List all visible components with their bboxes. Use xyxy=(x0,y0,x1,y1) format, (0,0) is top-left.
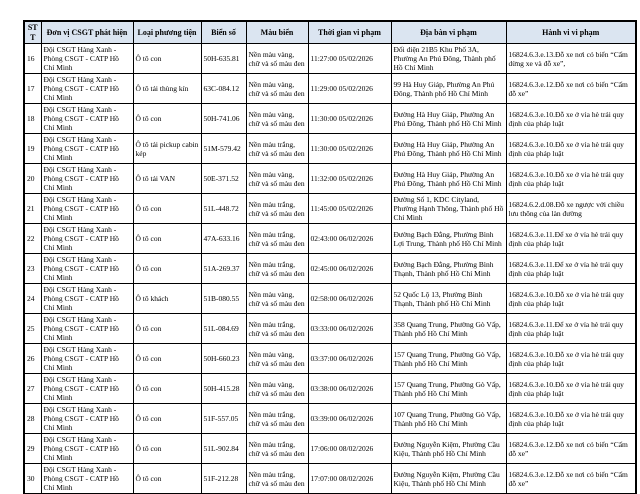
cell-location: 99 Hà Huy Giáp, Phường An Phú Đông, Thành phố Hồ Chí Minh xyxy=(391,74,506,104)
cell-location: Đường Bạch Đằng, Phường Bình Lợi Trung, Thành phố Hồ Chí Minh xyxy=(391,224,506,254)
cell-stt: 17 xyxy=(24,74,41,104)
cell-stt: 30 xyxy=(24,464,41,494)
table-row xyxy=(24,254,636,284)
cell-violation: 16824.6.3.e.10.Đỗ xe ở vỉa hè trái quy định của pháp luật xyxy=(506,134,636,164)
cell-stt: 16 xyxy=(24,44,41,74)
cell-stt: 20 xyxy=(24,164,41,194)
cell-violation: 16824.6.3.e.10.Đỗ xe ở vỉa hè trái quy định của pháp luật xyxy=(506,104,636,134)
cell-plate_color: Nền màu vàng, chữ và số màu đen xyxy=(246,374,308,404)
cell-stt: 23 xyxy=(24,254,41,284)
table-row xyxy=(24,164,636,194)
table-row xyxy=(24,194,636,224)
cell-unit: Đội CSGT Hàng Xanh - Phòng CSGT - CATP Hồ Chí Minh xyxy=(41,164,133,194)
cell-unit: Đội CSGT Hàng Xanh - Phòng CSGT - CATP Hồ Chí Minh xyxy=(41,254,133,284)
cell-plate_color: Nền màu trắng, chữ và số màu đen xyxy=(246,254,308,284)
cell-stt: 29 xyxy=(24,434,41,464)
cell-vehicle: Ô tô con xyxy=(133,464,201,494)
cell-vehicle: Ô tô tải thùng kín xyxy=(133,74,201,104)
cell-unit: Đội CSGT Hàng Xanh - Phòng CSGT - CATP Hồ Chí Minh xyxy=(41,44,133,74)
cell-violation: 16824.6.3.e.10.Đỗ xe ở vỉa hè trái quy định của pháp luật xyxy=(506,404,636,434)
cell-stt: 27 xyxy=(24,374,41,404)
cell-unit: Đội CSGT Hàng Xanh - Phòng CSGT - CATP Hồ Chí Minh xyxy=(41,224,133,254)
cell-unit: Đội CSGT Hàng Xanh - Phòng CSGT - CATP Hồ Chí Minh xyxy=(41,104,133,134)
table-row xyxy=(24,374,636,404)
column-header-plate_color: Màu biển xyxy=(246,21,308,44)
cell-plate: 50E-371.52 xyxy=(201,164,246,194)
cell-time: 03:38:00 06/02/2026 xyxy=(308,374,391,404)
cell-plate_color: Nền màu trắng, chữ và số màu đen xyxy=(246,134,308,164)
cell-time: 02:45:00 06/02/2026 xyxy=(308,254,391,284)
cell-location: 52 Quốc Lộ 13, Phường Bình Thạnh, Thành phố Hồ Chí Minh xyxy=(391,284,506,314)
cell-unit: Đội CSGT Hàng Xanh - Phòng CSGT - CATP Hồ Chí Minh xyxy=(41,374,133,404)
cell-time: 11:27:00 05/02/2026 xyxy=(308,44,391,74)
cell-plate: 50H-660.23 xyxy=(201,344,246,374)
cell-vehicle: Ô tô tải pickup cabin kép xyxy=(133,134,201,164)
table-row xyxy=(24,464,636,494)
cell-vehicle: Ô tô khách xyxy=(133,284,201,314)
cell-time: 17:07:00 08/02/2026 xyxy=(308,464,391,494)
cell-plate: 51F-212.28 xyxy=(201,464,246,494)
cell-vehicle: Ô tô con xyxy=(133,404,201,434)
traffic-violations-table xyxy=(23,20,637,494)
table-row xyxy=(24,104,636,134)
cell-plate: 51F-557.05 xyxy=(201,404,246,434)
cell-violation: 16824.6.3.e.11.Để xe ở vỉa hè trái quy định của pháp luật xyxy=(506,314,636,344)
cell-unit: Đội CSGT Hàng Xanh - Phòng CSGT - CATP Hồ Chí Minh xyxy=(41,74,133,104)
cell-plate: 51L-902.84 xyxy=(201,434,246,464)
cell-plate_color: Nền màu vàng, chữ và số màu đen xyxy=(246,44,308,74)
cell-plate: 50H-635.81 xyxy=(201,44,246,74)
cell-plate: 47A-633.16 xyxy=(201,224,246,254)
cell-time: 02:43:00 06/02/2026 xyxy=(308,224,391,254)
cell-violation: 16824.6.3.e.10.Đỗ xe ở vỉa hè trái quy định của pháp luật xyxy=(506,284,636,314)
table-row xyxy=(24,404,636,434)
cell-stt: 24 xyxy=(24,284,41,314)
cell-plate_color: Nền màu vàng, chữ và số màu đen xyxy=(246,104,308,134)
cell-stt: 21 xyxy=(24,194,41,224)
cell-plate_color: Nền màu vàng, chữ và số màu đen xyxy=(246,284,308,314)
cell-plate: 50H-741.06 xyxy=(201,104,246,134)
table-row xyxy=(24,314,636,344)
cell-plate_color: Nền màu trắng, chữ và số màu đen xyxy=(246,464,308,494)
cell-violation: 16824.6.3.e.13.Đỗ xe nơi có biển “Cấm dừng xe và đỗ xe”, xyxy=(506,44,636,74)
cell-location: 157 Quang Trung, Phường Gò Vấp, Thành phố Hồ Chí Minh xyxy=(391,374,506,404)
cell-plate: 63C-084.12 xyxy=(201,74,246,104)
table-row xyxy=(24,344,636,374)
cell-unit: Đội CSGT Hàng Xanh - Phòng CSGT - CATP Hồ Chí Minh xyxy=(41,344,133,374)
cell-time: 11:30:00 05/02/2026 xyxy=(308,134,391,164)
cell-plate_color: Nền màu trắng, chữ và số màu đen xyxy=(246,314,308,344)
cell-vehicle: Ô tô con xyxy=(133,44,201,74)
cell-location: 107 Quang Trung, Phường Gò Vấp, Thành phố Hồ Chí Minh xyxy=(391,404,506,434)
cell-time: 03:37:00 06/02/2026 xyxy=(308,344,391,374)
cell-vehicle: Ô tô con xyxy=(133,104,201,134)
cell-stt: 19 xyxy=(24,134,41,164)
cell-vehicle: Ô tô con xyxy=(133,314,201,344)
cell-location: Đối diện 21B5 Khu Phố 3A, Phường An Phú Đông, Thành phố Hồ Chí Minh xyxy=(391,44,506,74)
cell-time: 11:30:00 05/02/2026 xyxy=(308,104,391,134)
cell-plate_color: Nền màu vàng, chữ và số màu đen xyxy=(246,164,308,194)
cell-violation: 16824.6.3.e.12.Đỗ xe nơi có biển “Cấm đỗ xe” xyxy=(506,464,636,494)
cell-time: 17:06:00 08/02/2026 xyxy=(308,434,391,464)
cell-violation: 16824.6.3.e.12.Đỗ xe nơi có biển “Cấm đỗ xe” xyxy=(506,434,636,464)
column-header-unit: Đơn vị CSGT phát hiện xyxy=(41,21,133,44)
cell-vehicle: Ô tô con xyxy=(133,374,201,404)
cell-plate: 51B-080.55 xyxy=(201,284,246,314)
table-row xyxy=(24,44,636,74)
cell-violation: 16824.6.3.e.11.Để xe ở vỉa hè trái quy định của pháp luật xyxy=(506,224,636,254)
cell-time: 03:33:00 06/02/2026 xyxy=(308,314,391,344)
cell-stt: 25 xyxy=(24,314,41,344)
cell-vehicle: Ô tô tải VAN xyxy=(133,164,201,194)
cell-plate: 51L-448.72 xyxy=(201,194,246,224)
cell-vehicle: Ô tô con xyxy=(133,344,201,374)
cell-location: Đường Hà Huy Giáp, Phường An Phú Đông, Thành phố Hồ Chí Minh xyxy=(391,104,506,134)
table-body xyxy=(24,44,636,494)
cell-plate_color: Nền màu trắng, chữ và số màu đen xyxy=(246,434,308,464)
cell-location: Đường Số 1, KDC Cityland, Phường Hạnh Thông, Thành phố Hồ Chí Minh xyxy=(391,194,506,224)
table-header-row xyxy=(24,21,636,44)
cell-vehicle: Ô tô con xyxy=(133,224,201,254)
cell-stt: 28 xyxy=(24,404,41,434)
cell-location: 157 Quang Trung, Phường Gò Vấp, Thành phố Hồ Chí Minh xyxy=(391,344,506,374)
cell-stt: 22 xyxy=(24,224,41,254)
column-header-location: Địa bàn vi phạm xyxy=(391,21,506,44)
cell-violation: 16824.6.3.e.11.Để xe ở vỉa hè trái quy định của pháp luật xyxy=(506,254,636,284)
table-row xyxy=(24,134,636,164)
cell-violation: 16824.6.2.d.08.Đỗ xe ngược với chiều lưu thông của làn đường xyxy=(506,194,636,224)
cell-unit: Đội CSGT Hàng Xanh - Phòng CSGT - CATP Hồ Chí Minh xyxy=(41,194,133,224)
cell-unit: Đội CSGT Hàng Xanh - Phòng CSGT - CATP Hồ Chí Minh xyxy=(41,434,133,464)
cell-violation: 16824.6.3.e.12.Đỗ xe nơi có biển “Cấm đỗ xe” xyxy=(506,74,636,104)
column-header-violation: Hành vi vi phạm xyxy=(506,21,636,44)
cell-vehicle: Ô tô con xyxy=(133,434,201,464)
cell-plate: 51L-084.69 xyxy=(201,314,246,344)
cell-time: 03:39:00 06/02/2026 xyxy=(308,404,391,434)
cell-time: 11:32:00 05/02/2026 xyxy=(308,164,391,194)
cell-violation: 16824.6.3.e.10.Đỗ xe ở vỉa hè trái quy định của pháp luật xyxy=(506,164,636,194)
table-row xyxy=(24,284,636,314)
column-header-plate: Biển số xyxy=(201,21,246,44)
cell-unit: Đội CSGT Hàng Xanh - Phòng CSGT - CATP Hồ Chí Minh xyxy=(41,404,133,434)
cell-unit: Đội CSGT Hàng Xanh - Phòng CSGT - CATP Hồ Chí Minh xyxy=(41,134,133,164)
cell-location: Đường Hà Huy Giáp, Phường An Phú Đông, Thành phố Hồ Chí Minh xyxy=(391,134,506,164)
table-row xyxy=(24,224,636,254)
cell-stt: 18 xyxy=(24,104,41,134)
cell-vehicle: Ô tô con xyxy=(133,254,201,284)
cell-location: Đường Nguyễn Kiệm, Phường Cầu Kiệu, Thành phố Hồ Chí Minh xyxy=(391,464,506,494)
cell-plate_color: Nền màu trắng, chữ và số màu đen xyxy=(246,194,308,224)
cell-time: 11:45:00 05/02/2026 xyxy=(308,194,391,224)
column-header-vehicle: Loại phương tiện xyxy=(133,21,201,44)
cell-violation: 16824.6.3.e.10.Đỗ xe ở vỉa hè trái quy định của pháp luật xyxy=(506,374,636,404)
cell-location: Đường Hà Huy Giáp, Phường An Phú Đông, Thành phố Hồ Chí Minh xyxy=(391,164,506,194)
cell-location: 358 Quang Trung, Phường Gò Vấp, Thành phố Hồ Chí Minh xyxy=(391,314,506,344)
cell-time: 11:29:00 05/02/2026 xyxy=(308,74,391,104)
cell-unit: Đội CSGT Hàng Xanh - Phòng CSGT - CATP Hồ Chí Minh xyxy=(41,314,133,344)
cell-plate: 51M-579.42 xyxy=(201,134,246,164)
cell-plate_color: Nền màu vàng, chữ và số màu đen xyxy=(246,344,308,374)
table-row xyxy=(24,434,636,464)
table-row xyxy=(24,74,636,104)
column-header-time: Thời gian vi phạm xyxy=(308,21,391,44)
cell-plate_color: Nền màu vàng, chữ và số màu đen xyxy=(246,74,308,104)
cell-unit: Đội CSGT Hàng Xanh - Phòng CSGT - CATP Hồ Chí Minh xyxy=(41,284,133,314)
cell-plate_color: Nền màu trắng, chữ và số màu đen xyxy=(246,404,308,434)
cell-time: 02:58:00 06/02/2026 xyxy=(308,284,391,314)
column-header-stt: STT xyxy=(24,21,41,44)
cell-violation: 16824.6.3.e.10.Đỗ xe ở vỉa hè trái quy định của pháp luật xyxy=(506,344,636,374)
cell-unit: Đội CSGT Hàng Xanh - Phòng CSGT - CATP Hồ Chí Minh xyxy=(41,464,133,494)
cell-plate: 51A-269.37 xyxy=(201,254,246,284)
cell-plate: 50H-415.28 xyxy=(201,374,246,404)
cell-stt: 26 xyxy=(24,344,41,374)
cell-vehicle: Ô tô con xyxy=(133,194,201,224)
cell-location: Đường Nguyễn Kiệm, Phường Cầu Kiệu, Thành phố Hồ Chí Minh xyxy=(391,434,506,464)
cell-plate_color: Nền màu trắng, chữ và số màu đen xyxy=(246,224,308,254)
cell-location: Đường Bạch Đằng, Phường Bình Thạnh, Thành phố Hồ Chí Minh xyxy=(391,254,506,284)
